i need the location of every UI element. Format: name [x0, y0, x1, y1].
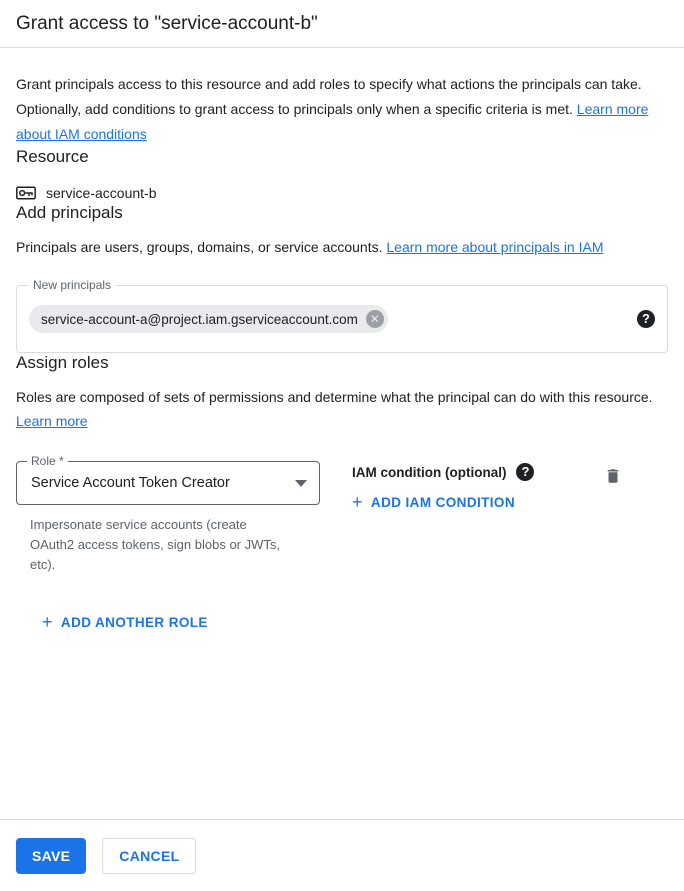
learn-more-iam-conditions-link[interactable]: Learn more about IAM conditions	[16, 101, 649, 142]
panel-body	[0, 72, 684, 633]
role-description: Impersonate service accounts (create OAuth2 access tokens, sign blobs or JWTs, etc).	[30, 517, 280, 572]
principals-description-text: Principals are users, groups, domains, or service accounts.	[16, 239, 387, 255]
iam-condition-label: IAM condition (optional)	[352, 464, 507, 480]
panel-header	[0, 0, 684, 48]
learn-more-roles-link[interactable]: Learn more	[16, 413, 88, 429]
add-another-role-label: ADD ANOTHER ROLE	[60, 614, 208, 630]
chevron-down-icon[interactable]	[295, 480, 307, 487]
plus-icon: +	[42, 612, 53, 632]
plus-icon: +	[352, 492, 363, 512]
resource-name: service-account-b	[46, 185, 157, 201]
new-principals-label: New principals	[29, 278, 115, 292]
role-select-value: Service Account Token Creator	[31, 475, 230, 491]
principal-chip-label: service-account-a@project.iam.gserviceaccount.com	[41, 311, 358, 327]
new-principals-field[interactable]	[16, 278, 668, 353]
close-icon[interactable]: ✕	[366, 310, 384, 328]
resource-row	[16, 183, 668, 203]
page-title: Grant access to "service-account-b"	[16, 12, 318, 34]
intro-text-content: Grant principals access to this resource and add roles to specify what actions the principals can take. Optionally, add conditions to grant access to principals only when a specific criteria is met.	[16, 76, 642, 117]
cancel-button[interactable]: CANCEL	[102, 838, 196, 874]
trash-icon[interactable]	[604, 467, 622, 490]
add-another-role-row	[16, 601, 668, 633]
panel-footer	[0, 819, 684, 891]
add-another-role-button[interactable]	[42, 613, 208, 631]
principals-description	[16, 235, 664, 259]
help-icon[interactable]: ?	[637, 310, 655, 328]
assign-roles-description	[16, 385, 664, 433]
role-select[interactable]	[16, 454, 320, 505]
add-iam-condition-label: ADD IAM CONDITION	[370, 494, 515, 510]
assign-roles-heading: Assign roles	[16, 353, 109, 372]
principal-chip[interactable]	[29, 305, 388, 333]
help-icon[interactable]: ?	[516, 463, 534, 481]
resource-heading: Resource	[16, 147, 89, 166]
service-account-icon	[16, 183, 36, 203]
save-button[interactable]: SAVE	[16, 838, 86, 874]
learn-more-principals-link[interactable]: Learn more about principals in IAM	[386, 239, 604, 255]
role-row	[16, 454, 668, 575]
intro-text	[16, 72, 664, 147]
role-select-label: Role *	[27, 454, 68, 468]
add-principals-heading: Add principals	[16, 203, 123, 222]
add-iam-condition-button[interactable]	[352, 493, 515, 511]
assign-roles-description-text: Roles are composed of sets of permissions and determine what the principal can do with this resource.	[16, 389, 653, 405]
